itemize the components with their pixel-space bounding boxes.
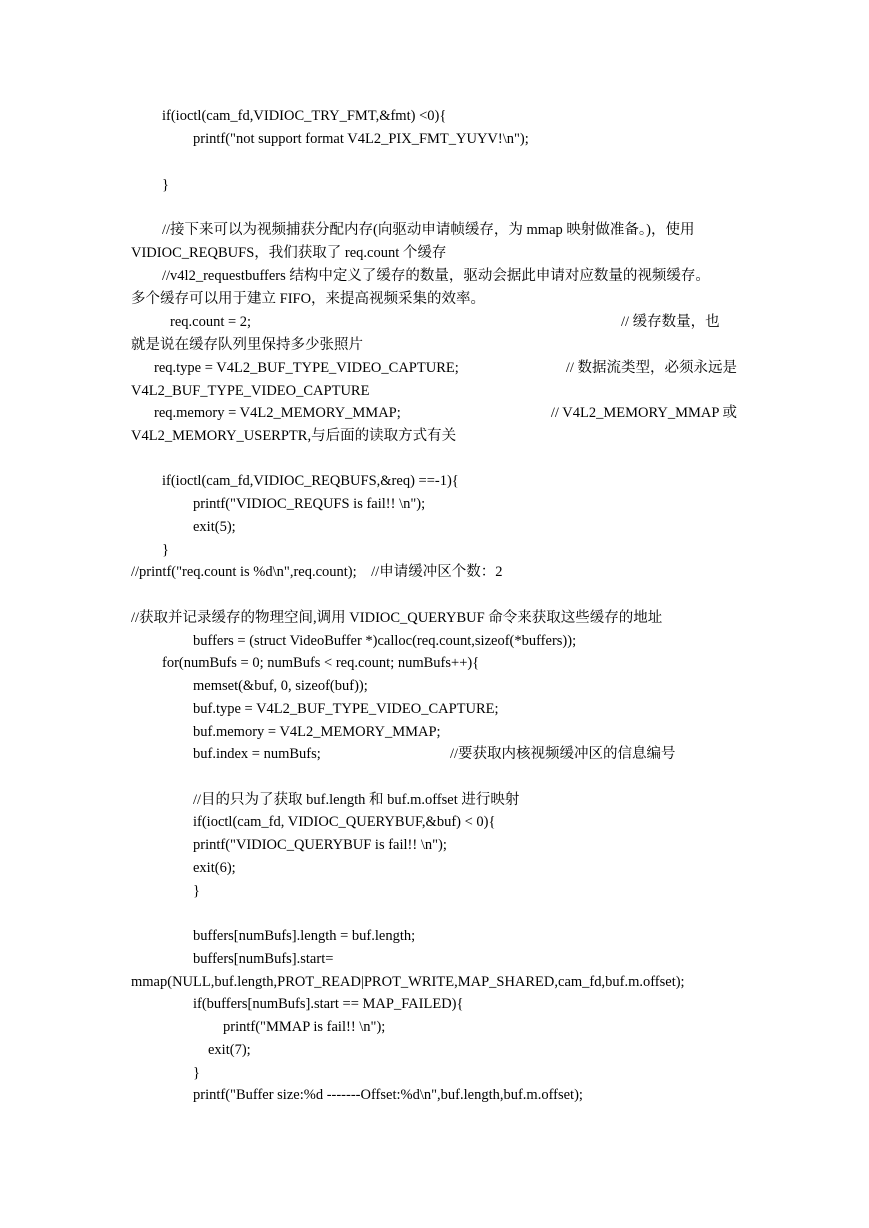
code-line: printf("not support format V4L2_PIX_FMT_YUYV!\n"); — [193, 131, 529, 147]
code-line: exit(6); — [193, 860, 236, 876]
comment-line: //目的只为了获取 buf.length 和 buf.m.offset 进行映射 — [193, 792, 520, 808]
code-line: buffers[numBufs].start= — [193, 951, 334, 967]
code-line: mmap(NULL,buf.length,PROT_READ|PROT_WRITE,MAP_SHARED,cam_fd,buf.m.offset); — [131, 974, 685, 990]
comment-line: VIDIOC_REQBUFS，我们获取了 req.count 个缓存 — [131, 245, 447, 261]
comment-line: // V4L2_MEMORY_MMAP 或 — [550, 405, 737, 421]
code-line: if(buffers[numBufs].start == MAP_FAILED){ — [193, 996, 464, 1012]
justified-line — [154, 403, 737, 423]
comment-line: 多个缓存可以用于建立 FIFO，来提高视频采集的效率。 — [131, 291, 486, 307]
code-line: buffers = (struct VideoBuffer *)calloc(req.count,sizeof(*buffers)); — [193, 633, 577, 649]
code-line: memset(&buf, 0, sizeof(buf)); — [193, 678, 368, 694]
code-line: req.count = 2; — [170, 314, 252, 330]
comment-text — [621, 312, 737, 332]
code-line: } — [162, 542, 169, 558]
code-line: req.type = V4L2_BUF_TYPE_VIDEO_CAPTURE; — [154, 360, 459, 376]
code-line: printf("VIDIOC_REQUFS is fail!! \n"); — [193, 496, 426, 512]
comment-line: //v4l2_requestbuffers 结构中定义了缓存的数量，驱动会据此申请对应数量的视频缓存。 — [162, 268, 710, 284]
code-line: exit(7); — [208, 1042, 251, 1058]
code-line: printf("VIDIOC_QUERYBUF is fail!! \n"); — [193, 837, 447, 853]
comment-line: V4L2_MEMORY_USERPTR,与后面的读取方式有关 — [131, 428, 457, 444]
comment-line: 就是说在缓存队列里保持多少张照片 — [131, 337, 363, 353]
comment-line: //接下来可以为视频捕获分配内存(向驱动申请帧缓存，为 mmap 映射做准备。)，使用 — [162, 222, 695, 238]
code-line: buf.index = numBufs; — [193, 746, 321, 762]
code-line: if(ioctl(cam_fd,VIDIOC_REQBUFS,&req) ==-1){ — [162, 473, 459, 489]
code-line: V4L2_BUF_TYPE_VIDEO_CAPTURE — [131, 383, 370, 399]
code-line: printf("MMAP is fail!! \n"); — [223, 1019, 386, 1035]
comment-line: //printf("req.count is %d\n",req.count); //申请缓冲区个数：2 — [131, 564, 503, 580]
code-line: if(ioctl(cam_fd,VIDIOC_TRY_FMT,&fmt) <0){ — [162, 108, 447, 124]
code-line: buffers[numBufs].length = buf.length; — [193, 928, 416, 944]
code-line: buf.memory = V4L2_MEMORY_MMAP; — [193, 724, 441, 740]
code-line: if(ioctl(cam_fd, VIDIOC_QUERYBUF,&buf) < 0){ — [193, 814, 496, 830]
code-line: req.memory = V4L2_MEMORY_MMAP; — [154, 405, 401, 421]
code-line: printf("Buffer size:%d -------Offset:%d\n",buf.length,buf.m.offset); — [193, 1087, 583, 1103]
justified-line — [154, 358, 737, 378]
code-line: } — [162, 177, 169, 193]
code-line: for(numBufs = 0; numBufs < req.count; numBufs++){ — [162, 655, 480, 671]
code-line: } — [193, 883, 200, 899]
comment-line: //要获取内核视频缓冲区的信息编号 — [450, 746, 676, 762]
comment-line: // 缓存数量，也 — [621, 314, 720, 330]
comment-line: //获取并记录缓存的物理空间,调用 VIDIOC_QUERYBUF 命令来获取这些缓存的地址 — [131, 610, 663, 626]
code-line: } — [193, 1065, 200, 1081]
code-line: exit(5); — [193, 519, 236, 535]
code-line: buf.type = V4L2_BUF_TYPE_VIDEO_CAPTURE; — [193, 701, 499, 717]
comment-line: // 数据流类型，必须永远是 — [565, 360, 737, 376]
